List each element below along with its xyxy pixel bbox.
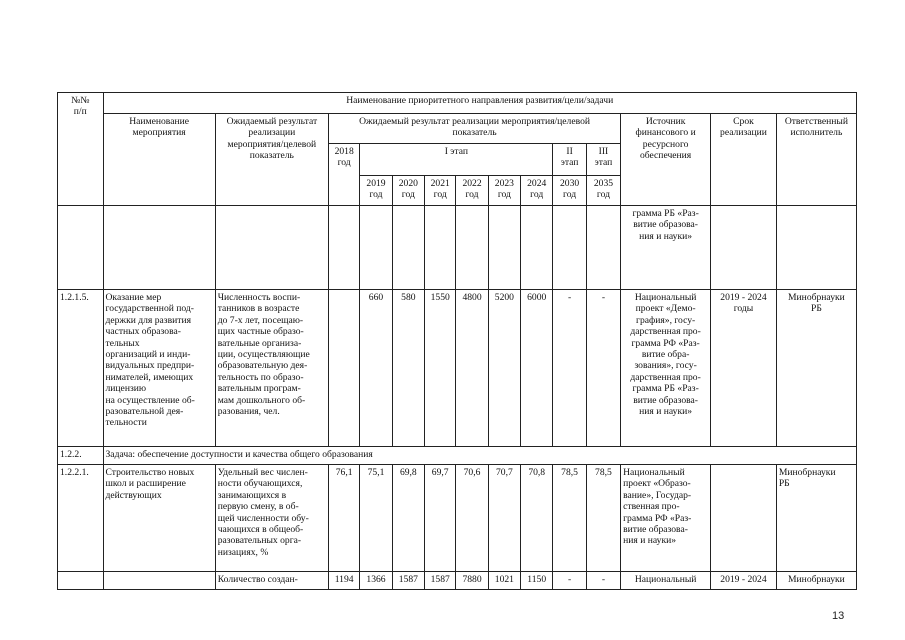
cell xyxy=(776,206,856,290)
stage-3-header: III этап xyxy=(586,144,620,176)
row-number: 1.2.2. xyxy=(58,447,104,465)
value-cell: 70,8 xyxy=(521,465,553,572)
value-cell: 7880 xyxy=(456,572,488,590)
document-table xyxy=(57,92,857,590)
value-cell: 78,5 xyxy=(586,465,620,572)
num-header: №№ п/п xyxy=(58,93,104,206)
indicator-cell: Количество создан- xyxy=(215,572,328,590)
source-cell: Национальный xyxy=(621,572,711,590)
direction-header: Наименование приоритетного направления развития/цели/задачи xyxy=(103,93,857,114)
expected-result-header: Ожидаемый результат реализации мероприятия/целевой показатель xyxy=(215,114,328,206)
source-header: Источник финансового и ресурсного обеспечения xyxy=(621,114,711,206)
value-cell: 78,5 xyxy=(553,465,586,572)
cell xyxy=(103,572,215,590)
table-row-1-2-1-5 xyxy=(58,290,857,447)
header-row-1 xyxy=(58,93,857,114)
cell xyxy=(58,572,104,590)
value-cell xyxy=(328,290,359,447)
cell xyxy=(553,206,586,290)
term-cell xyxy=(711,465,777,572)
cell xyxy=(103,206,215,290)
indicator-cell: Удельный вес числен- ности обучающихся, занимающихся в первую смену, в об- щей численности обу- чающихся в общеоб- разовательных орга- низациях, % xyxy=(215,465,328,572)
row-number: 1.2.1.5. xyxy=(58,290,104,447)
table-row-last xyxy=(58,572,857,590)
term-header: Срок реализации xyxy=(711,114,777,206)
term-cell: 2019 - 2024 годы xyxy=(711,290,777,447)
value-cell: - xyxy=(586,290,620,447)
value-cell: 6000 xyxy=(521,290,553,447)
row-number: 1.2.2.1. xyxy=(58,465,104,572)
stage-1-header: I этап xyxy=(360,144,553,176)
responsible-cell: Минобрнауки xyxy=(776,572,856,590)
cell xyxy=(488,206,520,290)
value-cell: - xyxy=(553,290,586,447)
value-cell: 70,7 xyxy=(488,465,520,572)
year-header: 2020 год xyxy=(392,176,424,206)
year-header: 2023 год xyxy=(488,176,520,206)
value-cell: 1150 xyxy=(521,572,553,590)
year-header: 2024 год xyxy=(521,176,553,206)
year-header: 2035 год xyxy=(586,176,620,206)
event-name-cell: Строительство новых школ и расширение действующих xyxy=(103,465,215,572)
page-number: 13 xyxy=(832,610,845,622)
event-name-cell: Оказание мер государственной под- держки для развития частных образова- тельных организаций и инди- видуальных предпри- нимателей, имеющих лицензию на осуществление об- разовательной дея- тельности xyxy=(103,290,215,447)
task-text: Задача: обеспечение доступности и качества общего образования xyxy=(103,447,857,465)
event-name-header: Наименование мероприятия xyxy=(103,114,215,206)
value-cell: 4800 xyxy=(456,290,488,447)
year-header: 2030 год xyxy=(553,176,586,206)
cell xyxy=(425,206,456,290)
value-cell: - xyxy=(553,572,586,590)
responsible-cell: Минобрнауки РБ xyxy=(776,290,856,447)
value-cell: 580 xyxy=(392,290,424,447)
year-header: 2021 год xyxy=(425,176,456,206)
term-cell: 2019 - 2024 xyxy=(711,572,777,590)
cell xyxy=(711,206,777,290)
value-cell: 69,8 xyxy=(392,465,424,572)
value-cell: 1587 xyxy=(425,572,456,590)
value-cell: 69,7 xyxy=(425,465,456,572)
expected-group-header: Ожидаемый результат реализации мероприятия/целевой показатель xyxy=(328,114,620,144)
cell xyxy=(215,206,328,290)
value-cell: 660 xyxy=(360,290,392,447)
value-cell: 1587 xyxy=(392,572,424,590)
value-cell: 1194 xyxy=(328,572,359,590)
cell xyxy=(392,206,424,290)
continuation-row xyxy=(58,206,857,290)
value-cell: - xyxy=(586,572,620,590)
value-cell: 1550 xyxy=(425,290,456,447)
year-2018-header: 2018 год xyxy=(328,144,359,206)
source-cell: грамма РБ «Раз- витие образова- ния и науки» xyxy=(621,206,711,290)
value-cell: 1366 xyxy=(360,572,392,590)
cell xyxy=(328,206,359,290)
year-header: 2022 год xyxy=(456,176,488,206)
cell xyxy=(58,206,104,290)
responsible-header: Ответственный исполнитель xyxy=(776,114,856,206)
indicator-cell: Численность воспи- танников в возрасте до 7-х лет, посещаю- щих частные образо- вательные организа- ции, осуществляющие образовательную дея- тельность по образо- вательным програм- мам дошкольного об- разования, чел. xyxy=(215,290,328,447)
cell xyxy=(586,206,620,290)
cell xyxy=(360,206,392,290)
year-header: 2019 год xyxy=(360,176,392,206)
cell xyxy=(456,206,488,290)
value-cell: 70,6 xyxy=(456,465,488,572)
cell xyxy=(521,206,553,290)
source-cell: Национальный проект «Образо- вание», Государ- ственная про- грамма РФ «Раз- витие образова- ния и науки» xyxy=(621,465,711,572)
table-row-1-2-2-1 xyxy=(58,465,857,572)
value-cell: 75,1 xyxy=(360,465,392,572)
header-row-2 xyxy=(58,114,857,144)
value-cell: 76,1 xyxy=(328,465,359,572)
stage-2-header: II этап xyxy=(553,144,586,176)
value-cell: 1021 xyxy=(488,572,520,590)
responsible-cell: Минобрнауки РБ xyxy=(776,465,856,572)
value-cell: 5200 xyxy=(488,290,520,447)
task-row-1-2-2 xyxy=(58,447,857,465)
source-cell: Национальный проект «Демо- графия», госу- дарственная про- грамма РФ «Раз- витие обра- зования», госу- дарственная про- грамма РБ «Раз- витие образова- ния и науки» xyxy=(621,290,711,447)
